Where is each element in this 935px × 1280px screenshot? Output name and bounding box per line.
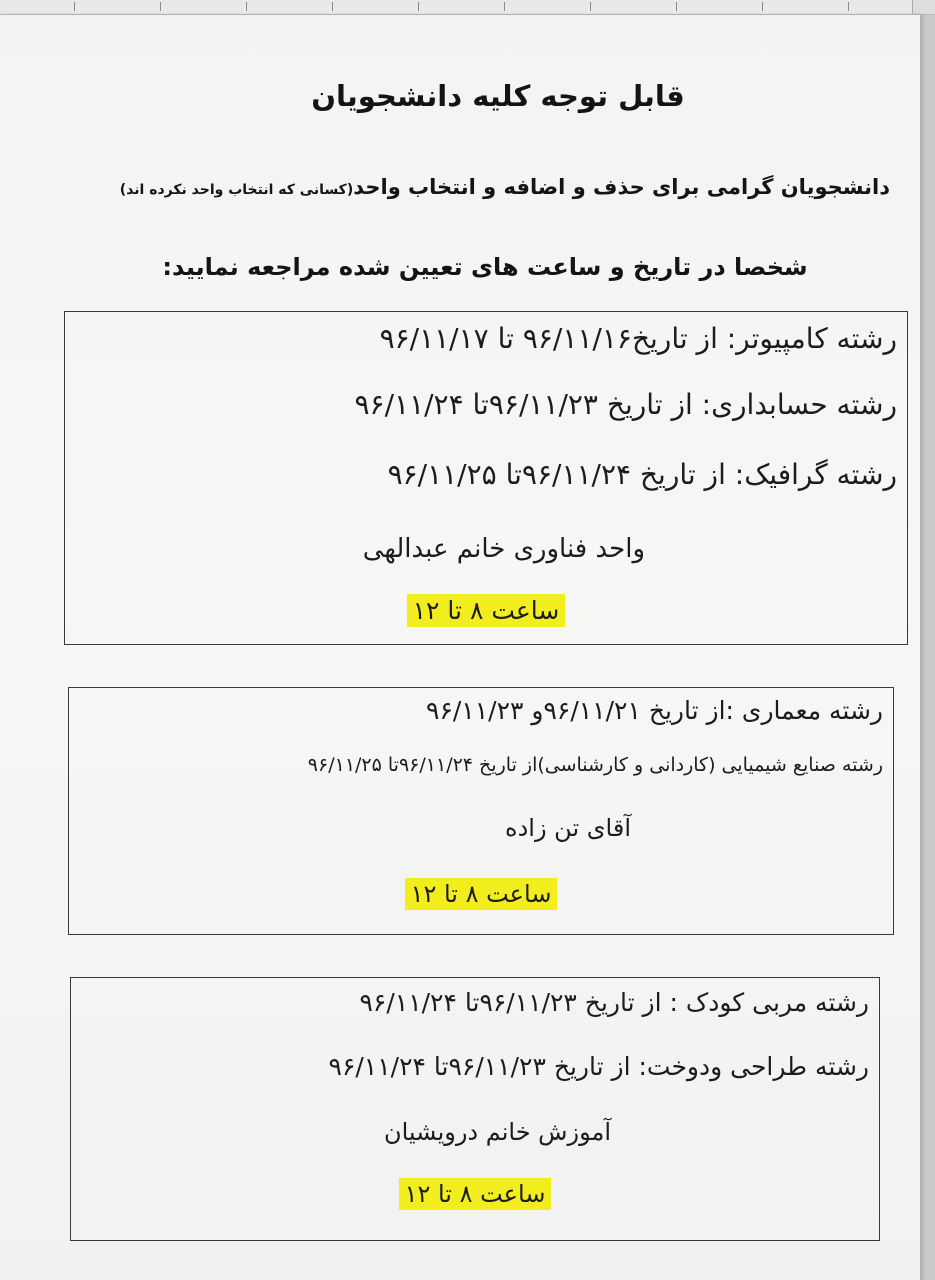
ruler-tick [160, 2, 161, 11]
ruler-tick [246, 2, 247, 11]
ruler-tick [676, 2, 677, 11]
ruler-corner-button[interactable] [912, 0, 935, 14]
schedule-line: رشته گرافیک: از تاریخ ۹۶/۱۱/۲۴تا ۹۶/۱۱/۲۵ [387, 458, 897, 491]
schedule-line: رشته مربی کودک : از تاریخ ۹۶/۱۱/۲۳تا ۹۶/۱۱/۲۴ [359, 988, 869, 1017]
schedule-line: رشته حسابداری: از تاریخ ۹۶/۱۱/۲۳تا ۹۶/۱۱/۲۴ [354, 388, 897, 421]
ruler-tick [504, 2, 505, 11]
hours-row [65, 594, 907, 627]
schedule-box-2 [68, 687, 894, 935]
contact-person: واحد فناوری خانم عبدالهی [362, 534, 645, 564]
contact-person: آقای تن زاده [505, 814, 631, 842]
schedule-line: رشته طراحی ودوخت: از تاریخ ۹۶/۱۱/۲۳تا ۹۶/۱۱/۲۴ [328, 1052, 869, 1081]
top-ruler [0, 0, 935, 15]
subtitle-line-2: شخصا در تاریخ و ساعت های تعیین شده مراجعه نمایید: [162, 253, 808, 281]
schedule-line: رشته کامپیوتر: از تاریخ۹۶/۱۱/۱۶ تا ۹۶/۱۱/۱۷ [379, 322, 897, 355]
subtitle-line-1 [50, 175, 890, 199]
ruler-tick [418, 2, 419, 11]
office-hours-highlight: ساعت ۸ تا ۱۲ [399, 1178, 552, 1210]
office-hours-highlight: ساعت ۸ تا ۱۲ [405, 878, 558, 910]
ruler-tick [74, 2, 75, 11]
ruler-tick [762, 2, 763, 11]
schedule-line: رشته صنایع شیمیایی (کاردانی و کارشناسی)از تاریخ ۹۶/۱۱/۲۴تا ۹۶/۱۱/۲۵ [307, 754, 883, 776]
page-title: قابل توجه کلیه دانشجویان [311, 79, 685, 113]
subtitle-note: (کسانی که انتخاب واحد نکرده اند) [119, 182, 354, 198]
hours-row [71, 1178, 879, 1210]
ruler-tick [590, 2, 591, 11]
schedule-line: رشته معماری :از تاریخ ۹۶/۱۱/۲۱و ۹۶/۱۱/۲۳ [426, 696, 883, 725]
schedule-box-1 [64, 311, 908, 645]
office-hours-highlight: ساعت ۸ تا ۱۲ [407, 594, 566, 627]
document-page [0, 15, 921, 1280]
ruler-tick [848, 2, 849, 11]
schedule-box-3 [70, 977, 880, 1241]
vertical-scrollbar[interactable] [921, 15, 935, 1280]
hours-row [69, 878, 893, 910]
ruler-tick [332, 2, 333, 11]
subtitle-main: دانشجویان گرامی برای حذف و اضافه و انتخاب واحد [353, 175, 890, 199]
contact-person: آموزش خانم درویشیان [383, 1118, 611, 1146]
